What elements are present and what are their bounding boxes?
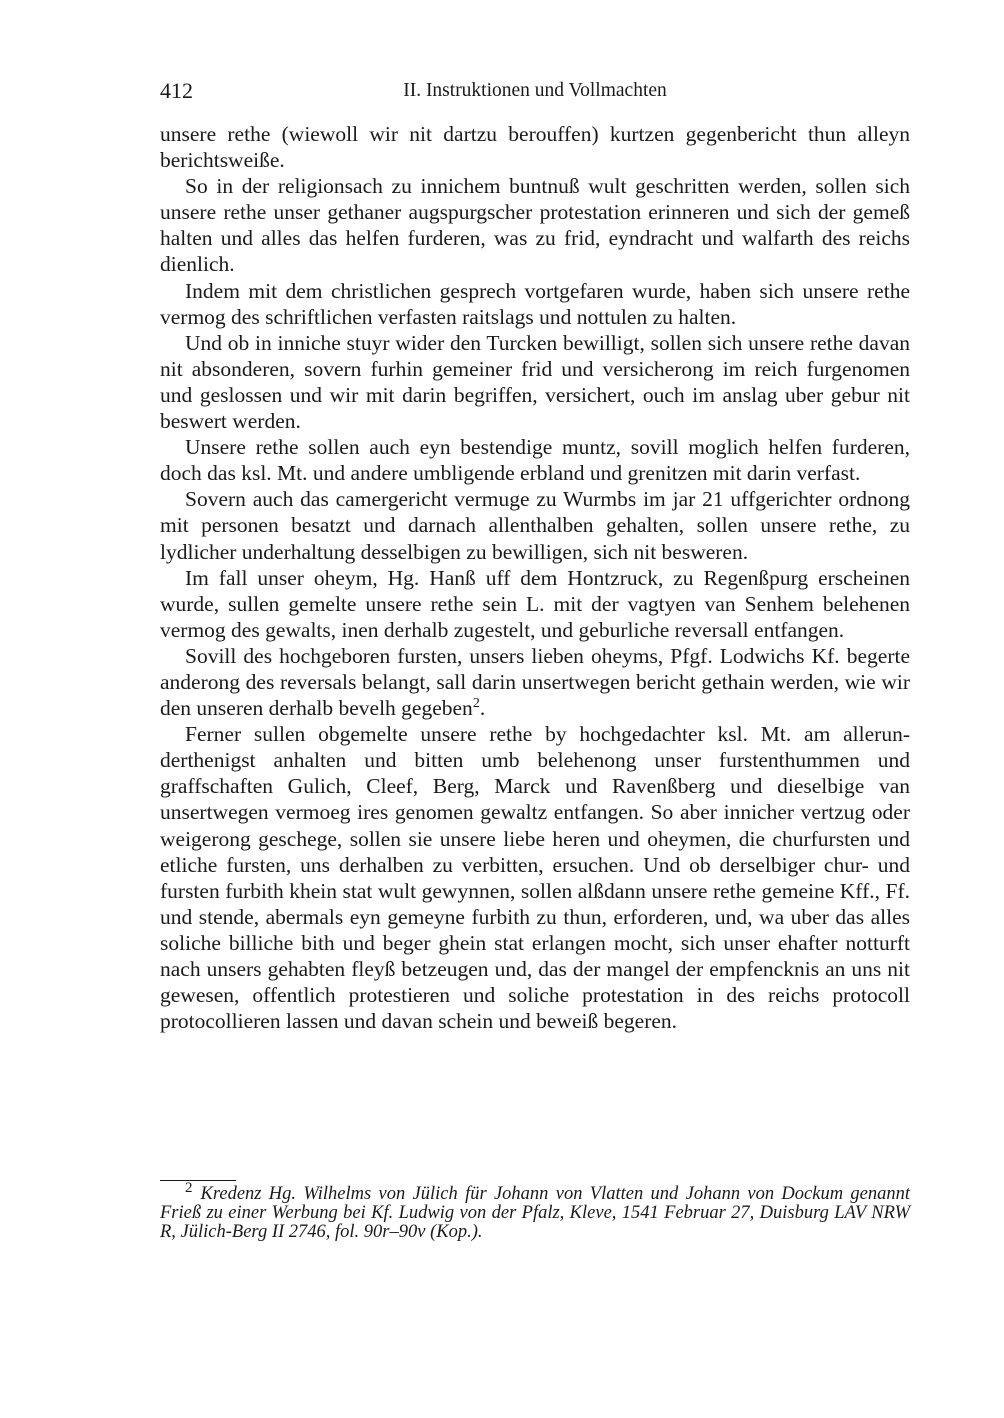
page-header <box>160 78 910 108</box>
paragraph-1: unsere rethe (wiewoll wir nit dartzu berouffen) kurtzen gegenbericht thun alleyn berichtsweiße. <box>160 122 910 173</box>
footnotes <box>160 1179 910 1242</box>
paragraph-4: Und ob in inniche stuyr wider den Turcken bewilligt, sollen sich unsere rethe davan nit absonderen, sovern furhin gemeiner frid und versicherong im reich furgenomen und geslossen und wir mit darin begriffen, versichert, ouch im anslag uber gebur nit beswert werden. <box>160 330 910 434</box>
page-number: 412 <box>160 78 193 103</box>
footnote-text: Kredenz Hg. Wilhelms von Jülich für Johann von Vlatten und Johann von Dockum genannt Frieß zu einer Werbung bei Kf. Ludwig von der Pfalz, Kleve, 1541 Februar 27, Duisburg LAV NRW R, Jülich-Berg II 2746, fol. 90r–90v (Kop.). <box>160 1184 910 1242</box>
running-title: II. Instruktionen und Vollmachten <box>403 80 667 101</box>
paragraph-6: Sovern auch das camergericht vermuge zu Wurmbs im jar 21 uffgerichter ordnong mit personen besatzt und darnach allenthalben gehalten, sollen unsere rethe, zu lydlicher underhaltung desselbigen zu bewilligen, sich nit besweren. <box>160 487 910 564</box>
paragraph-2: So in der religionsach zu innichem buntnuß wult geschritten werden, sollen sich unsere rethe unser gethaner augspurgscher protestation erinneren und sich der gemeß halten und alles das helfen furderen, was zu frid, eyndracht und walfarth des reichs dienlich. <box>160 174 910 277</box>
paragraph-3: Indem mit dem christlichen gesprech vortgefaren wurde, haben sich unsere rethe vermog des schriftlichen verfasten raitslags und nottulen zu halten. <box>160 278 910 329</box>
main-text <box>160 121 910 1034</box>
footnote-reference[interactable]: 2 <box>472 695 480 711</box>
footnote-divider <box>160 1180 236 1181</box>
paragraph-7: Im fall unser oheym, Hg. Hanß uff dem Hontzruck, zu Regenßpurg erscheinen wurde, sullen gemelte unsere rethe sein L. mit der vagtyen van Senhem belehenen vermog des gewalts, inen derhalb zugestelt, und geburliche reversall entfangen. <box>160 565 910 642</box>
footnote-2 <box>160 1179 910 1242</box>
paragraph-5: Unsere rethe sollen auch eyn bestendige muntz, sovill moglich helfen furderen, doch das ksl. Mt. und andere umbligende erbland und grenitzen mit darin verfast. <box>160 435 910 486</box>
footnote-number: 2 <box>185 1179 193 1196</box>
paragraph-9: Ferner sullen obgemelte unsere rethe by hochgedachter ksl. Mt. am allerunderthenigst anhalten und bitten umb belehenong unser furstenthummen und graffschaften Gulich, Cleef, Berg, Marck und Ravenßberg und dieselbige van unsertwegen vermoeg ires genomen gewaltz entfangen. So aber innicher vertzug oder weigerong geschege, sollen sie unsere liebe heren und oheymen, die churfursten und etliche fursten, uns derhalben zu verbitten, ersuchen. Und ob derselbiger chur- und fursten furbith khein stat wult gewynnen, sollen alßdann unsere rethe gemeine Kff., Ff. und stende, abermals eyn gemeyne furbith zu thun, erforderen, und, wa uber das alles soliche billiche bith und beger ghein stat erlangen mocht, sich unser ehafter notturft nach unsers gehabten fleyß betzeugen und, das der mangel der empfencknis an uns nit gewesen, offentlich protestieren und soliche protestation in des reichs protocoll protocollieren lassen und davan schein und beweiß begeren. <box>160 722 910 1034</box>
paragraph-8 <box>160 643 910 721</box>
paragraph-8-text: Sovill des hochgeboren fursten, unsers lieben oheyms, Pfgf. Lodwichs Kf. begerte anderong des reversals belangt, sall darin unsertwegen bericht gethain werden, wie wir den unseren derhalb bevelh gegeben <box>160 643 910 721</box>
paragraph-8-end: . <box>479 696 486 721</box>
